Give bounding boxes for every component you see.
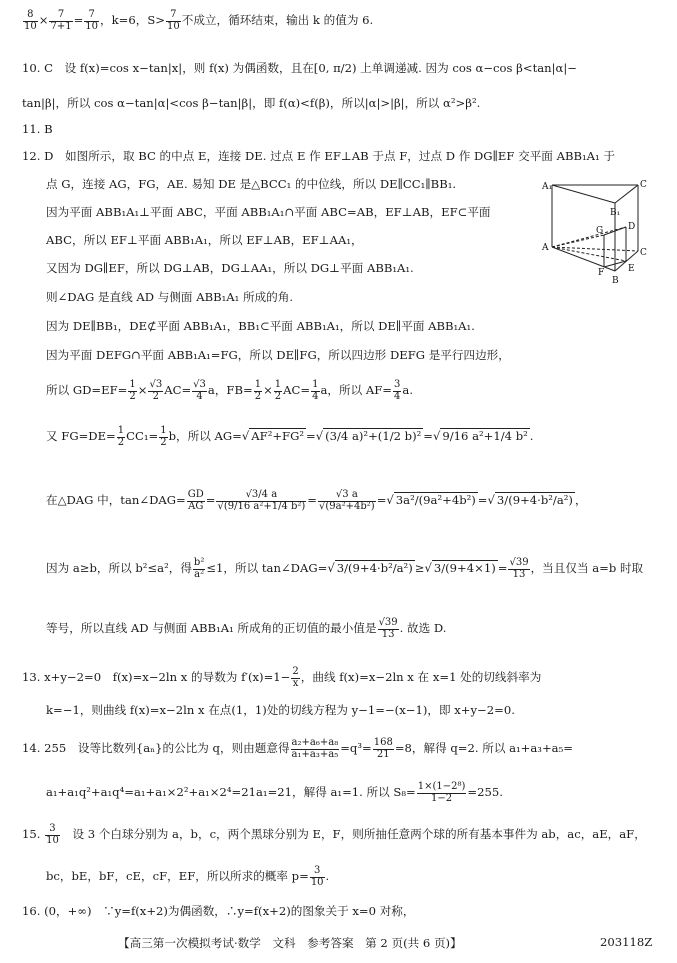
radical-sign: √ <box>386 493 394 507</box>
fraction-denominator: √(9a²+4b²) <box>319 500 375 512</box>
line <box>22 667 541 689</box>
fraction <box>310 866 325 888</box>
text-run: ， <box>574 493 587 507</box>
fraction <box>216 490 306 512</box>
fraction <box>417 782 467 804</box>
fraction-numerator: 3 <box>394 379 401 390</box>
text-run: 13. x+y−2=0 f(x)=x−2ln x 的导数为 f′(x)=1− <box>22 670 291 684</box>
text-run: 不成立，循环结束，输出 k 的值为 6. <box>181 13 374 27</box>
text-run: k=−1，则曲线 f(x)=x−2ln x 在点(1，1)处的切线方程为 y−1=−(x−1)，即 x+y−2=0. <box>46 703 515 717</box>
radical-sign: √ <box>241 429 250 443</box>
fraction-denominator: 21 <box>376 748 390 760</box>
text-run: . <box>529 429 534 443</box>
fraction-numerator: 7 <box>49 10 72 22</box>
text-run: 因为平面 DEFG∩平面 ABB₁A₁=FG，所以 DE∥FG，所以四边形 DEFG 是平行四边形， <box>46 348 510 362</box>
fraction-numerator: 1 <box>274 379 282 390</box>
fraction <box>117 426 125 448</box>
text-run: tan|β|，所以 cos α−tan|α|<cos β−tan|β|，即 f(α)<f(β)，所以|α|>|β|，所以 α²>β². <box>22 96 481 110</box>
fraction-denominator: 4 <box>312 390 319 402</box>
fraction-denominator: √(9/16 a²+1/4 b²) <box>217 500 306 512</box>
fraction <box>193 558 205 580</box>
text-run: 11. B <box>22 122 53 136</box>
text-run: 15. <box>22 827 45 841</box>
text-run: 等号，所以直线 AD 与侧面 ABB₁A₁ 所成角的正切值的最小值是 <box>46 621 377 635</box>
fraction-denominator: a² <box>194 568 205 580</box>
text-run: . 故选 D. <box>399 621 447 635</box>
line <box>46 380 413 402</box>
text-run: . <box>325 869 330 883</box>
radical-sign: √ <box>327 561 335 575</box>
fraction-denominator: 2 <box>274 390 282 402</box>
fig-label: C <box>640 248 647 258</box>
text-run: b，所以 AG= <box>168 429 242 443</box>
line <box>46 291 293 305</box>
text-run: = <box>376 493 387 507</box>
footer-center: 【高三第一次模拟考试·数学 文科 参考答案 第 2 页(共 6 页)】 <box>118 936 462 950</box>
line <box>46 558 643 580</box>
fraction-numerator: 1 <box>254 379 262 390</box>
fraction <box>274 380 282 402</box>
text-run: 因为平面 ABB₁A₁⊥平面 ABC，平面 ABB₁A₁∩平面 ABC=AB，EF⊥AB，EF⊂平面 <box>46 205 491 219</box>
footer-code: 203118Z <box>600 935 653 949</box>
line <box>22 97 480 111</box>
text-run: ，曲线 f(x)=x−2ln x 在 x=1 处的切线斜率为 <box>300 670 542 684</box>
text-run: = <box>423 429 433 443</box>
fraction-numerator: 3 <box>45 824 60 836</box>
fraction <box>45 824 60 846</box>
text-run: = <box>306 429 316 443</box>
text-run: ，k=6，S> <box>100 13 165 27</box>
text-run: 10. C 设 f(x)=cos x−tan|x|，则 f(x) 为偶函数，且在[0, π/2) 上单调递减. 因为 cos α−cos β<tan|α|− <box>22 61 577 75</box>
fraction <box>23 10 38 32</box>
radical-sign: √ <box>424 561 432 575</box>
fraction <box>254 380 262 402</box>
fraction-denominator: 10 <box>24 20 37 32</box>
line <box>46 234 363 248</box>
text-run: 则∠DAG 是直线 AD 与侧面 ABB₁A₁ 所成的角. <box>46 290 294 304</box>
text-run: ≥ <box>414 561 425 575</box>
fraction <box>393 380 401 402</box>
fraction-numerator: √3 <box>193 379 206 390</box>
fraction-numerator: √3 a <box>318 490 376 502</box>
text-run: = <box>73 13 84 27</box>
text-run: = <box>205 493 216 507</box>
text-run: 因为 a≥b，所以 b²≤a²，得 <box>46 561 192 575</box>
radicand: 3/(9+4·b²/a²) <box>496 493 573 507</box>
text-run: 又因为 DG∥EF，所以 DG⊥AB，DG⊥AA₁，所以 DG⊥平面 ABB₁A₁. <box>46 261 414 275</box>
radicand: AF²+FG² <box>251 429 305 443</box>
fig-label: B₁ <box>610 208 621 218</box>
fraction-numerator: √39 <box>509 557 529 568</box>
fraction-denominator: 10 <box>310 876 324 888</box>
radical-sign: √ <box>315 429 324 443</box>
fraction-denominator: 2 <box>117 436 125 448</box>
fraction-numerator: a₂+a₆+a₈ <box>291 737 339 748</box>
fraction-denominator: 7+1 <box>50 20 72 32</box>
text-run: 12. D 如图所示，取 BC 的中点 E，连接 DE. 过点 E 作 EF⊥AB 于点 F，过点 D 作 DG∥EF 交平面 ABB₁A₁ 于 <box>22 149 615 163</box>
text-run: bc，bE，bF，cE，cF，EF，所以所求的概率 p= <box>46 869 309 883</box>
fraction <box>311 380 319 402</box>
text-run: × <box>263 383 273 397</box>
fraction <box>148 380 163 402</box>
fraction-denominator: 4 <box>394 390 401 402</box>
fraction-denominator: 2 <box>152 390 160 402</box>
text-run: CC₁= <box>126 429 159 443</box>
text-run: =q³= <box>340 741 372 755</box>
text-run: 因为 DE∥BB₁，DE⊄平面 ABB₁A₁，BB₁⊂平面 ABB₁A₁，所以 DE∥平面 ABB₁A₁. <box>46 319 475 333</box>
fraction-numerator: √3 <box>149 379 163 390</box>
text-run: a，所以 AF= <box>320 383 393 397</box>
text-run: a. <box>402 383 414 397</box>
line <box>22 824 646 846</box>
fraction <box>49 10 72 32</box>
fig-label: D <box>628 222 636 232</box>
text-run: = <box>497 561 508 575</box>
line <box>46 618 446 640</box>
prism-figure <box>540 175 650 285</box>
fraction-denominator: 13 <box>381 628 395 640</box>
text-run: a₁+a₁q²+a₁q⁴=a₁+a₁×2²+a₁×2⁴=21a₁=21，解得 a₁=1. 所以 S₈= <box>46 785 416 799</box>
fraction <box>128 380 136 402</box>
fig-label: B <box>612 276 619 285</box>
line <box>46 866 329 888</box>
fraction <box>291 738 340 760</box>
fraction-numerator: 1 <box>129 379 136 390</box>
text-run: AC= <box>164 383 192 397</box>
fraction <box>159 426 167 448</box>
radical-sign: √ <box>487 493 495 507</box>
line <box>46 704 515 718</box>
fig-label: A <box>542 243 549 253</box>
text-run: 所以 GD=EF= <box>46 383 128 397</box>
text-run: ≤1，所以 tan∠DAG= <box>206 561 328 575</box>
line <box>22 150 615 164</box>
fraction-denominator: 2 <box>254 390 262 402</box>
fig-label: G <box>596 226 604 236</box>
fraction-numerator: 168 <box>373 737 393 748</box>
text-run: = <box>477 493 488 507</box>
fraction-numerator: 1×(1−2⁸) <box>417 781 466 792</box>
fraction-denominator: 10 <box>85 20 99 32</box>
fraction-numerator: √39 <box>378 617 398 628</box>
fig-label: C <box>640 180 647 190</box>
fig-label: F <box>598 268 605 278</box>
line <box>22 905 414 919</box>
line <box>46 426 533 448</box>
text-run: 又 FG=DE= <box>46 429 116 443</box>
text-run: 设 3 个白球分别为 a，b，c，两个黑球分别为 E，F，则所抽任意两个球的所有基本事件为 ab，ac，aE，aF， <box>60 827 646 841</box>
fraction-numerator: 8 <box>23 10 38 22</box>
fraction <box>166 10 181 32</box>
fraction-numerator: 1 <box>312 379 319 390</box>
line <box>46 206 491 220</box>
line <box>46 320 475 334</box>
fraction-numerator: 1 <box>117 425 125 436</box>
fraction <box>373 738 394 760</box>
line <box>46 349 510 363</box>
fraction-numerator: 7 <box>84 10 99 22</box>
fraction-numerator: √3/4 a <box>216 490 306 502</box>
line <box>22 738 573 760</box>
text-run: = <box>307 493 318 507</box>
fraction-numerator: b² <box>193 557 205 568</box>
fraction-denominator: 10 <box>166 20 180 32</box>
text-run: × <box>137 383 148 397</box>
fraction-denominator: x <box>292 677 299 689</box>
text-run: 在△DAG 中，tan∠DAG= <box>46 493 186 507</box>
text-run: =255. <box>467 785 503 799</box>
fraction <box>192 380 207 402</box>
fraction <box>318 490 376 512</box>
fraction <box>291 667 299 689</box>
text-run: 点 G，连接 AG，FG，AE. 易知 DE 是△BCC₁ 的中位线，所以 DE∥CC₁∥BB₁. <box>46 177 457 191</box>
radicand: 3/(9+4·b²/a²) <box>336 561 413 575</box>
text-run: ，当且仅当 a=b 时取 <box>530 561 644 575</box>
fraction-denominator: 1−2 <box>430 792 453 804</box>
text-run: AC= <box>283 383 311 397</box>
radical-sign: √ <box>432 429 441 443</box>
fraction <box>378 618 399 640</box>
line <box>22 62 577 76</box>
fraction <box>84 10 99 32</box>
fraction-denominator: a₁+a₃+a₅ <box>291 748 339 760</box>
radicand: 9/16 a²+1/4 b² <box>442 429 528 443</box>
radicand: (3/4 a)²+(1/2 b)² <box>325 429 422 443</box>
line <box>46 262 414 276</box>
text-run: 16. (0，+∞) ∵y=f(x+2)为偶函数，∴y=f(x+2)的图象关于 x=0 对称， <box>22 904 415 918</box>
fig-label: E <box>628 264 635 274</box>
fraction-denominator: 10 <box>46 834 59 846</box>
fraction-numerator: GD <box>187 489 204 500</box>
text-run: × <box>38 13 49 27</box>
text-run: a，FB= <box>207 383 253 397</box>
line <box>46 178 456 192</box>
radicand: 3a²/(9a²+4b²) <box>395 493 476 507</box>
text-run: =8，解得 q=2. 所以 a₁+a₃+a₅= <box>394 741 573 755</box>
fraction-numerator: 1 <box>160 425 167 436</box>
text-run: ABC，所以 EF⊥平面 ABB₁A₁，所以 EF⊥AB，EF⊥AA₁， <box>46 233 363 247</box>
fraction-denominator: 4 <box>196 390 203 402</box>
fraction-denominator: AG <box>188 500 204 512</box>
line <box>22 123 53 137</box>
line <box>22 10 373 32</box>
fraction-numerator: 2 <box>292 666 299 677</box>
fraction <box>508 558 529 580</box>
fraction-denominator: 2 <box>160 436 167 448</box>
line <box>46 490 587 512</box>
fig-label: A₁ <box>542 182 553 192</box>
fraction <box>187 490 205 512</box>
text-run: 14. 255 设等比数列{aₙ}的公比为 q，则由题意得 <box>22 741 290 755</box>
fraction-numerator: 3 <box>310 866 325 878</box>
radicand: 3/(9+4×1) <box>433 561 496 575</box>
fraction-numerator: 7 <box>166 10 181 22</box>
fraction-denominator: 2 <box>129 390 136 402</box>
fraction-denominator: 13 <box>512 568 526 580</box>
line <box>46 782 503 804</box>
